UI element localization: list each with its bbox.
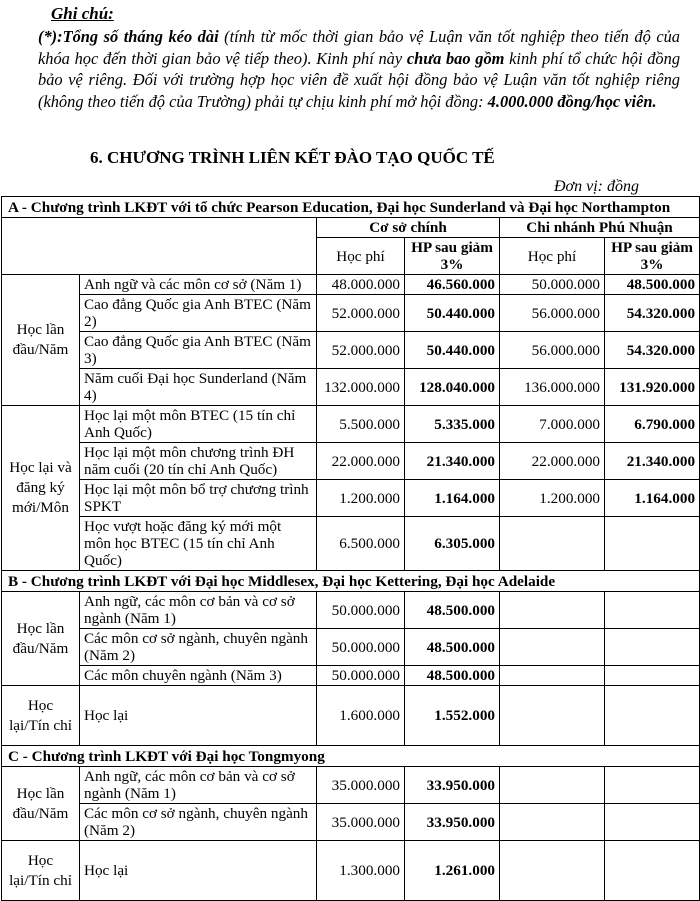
discount-value: 48.500.000 [405,666,500,686]
row-description: Học lại một môn BTEC (15 tín chỉ Anh Quốc) [80,406,317,443]
table-row [2,592,700,629]
section-c-title: C - Chương trình LKĐT với Đại học Tongmyong [2,746,700,767]
table-row [2,517,700,571]
group-label: Học lần đầu/Năm [2,275,80,406]
fee-value: 7.000.000 [500,406,605,443]
table-row [2,332,700,369]
fee-value: 50.000.000 [500,275,605,295]
header-row [2,218,700,238]
discount-value: 48.500.000 [405,629,500,666]
table-row [2,295,700,332]
fee-value [500,841,605,901]
discount-value: 21.340.000 [405,443,500,480]
header-discount: HP sau giảm 3% [605,238,700,275]
fee-value: 50.000.000 [317,666,405,686]
note-segment: (tính từ mốc thời gian bảo vệ Luận văn tốt nghiệp theo tiến độ của khóa học đến thời gian bảo vệ tiếp theo). Kinh phí này [38,27,680,68]
table-row [2,666,700,686]
row-description: Học lại [80,686,317,746]
row-description: Anh ngữ và các môn cơ sở (Năm 1) [80,275,317,295]
note-segment: chưa bao gồm [406,48,505,68]
discount-value: 48.500.000 [405,592,500,629]
row-description: Học vượt hoặc đăng ký mới một môn học BTEC (15 tín chỉ Anh Quốc) [80,517,317,571]
discount-value: 6.305.000 [405,517,500,571]
group-label: Học lại/Tín chỉ [2,841,80,901]
fee-value: 50.000.000 [317,592,405,629]
fee-value: 6.500.000 [317,517,405,571]
fee-value: 1.200.000 [317,480,405,517]
note-title: Ghi chú: [51,4,114,23]
header-empty-cell [2,218,317,275]
discount-value [605,841,700,901]
header-discount: HP sau giảm 3% [405,238,500,275]
discount-value: 1.552.000 [405,686,500,746]
header-fee: Học phí [317,238,405,275]
header-main-campus: Cơ sở chính [317,218,500,238]
section-a-title: A - Chương trình LKĐT với tổ chức Pearson Education, Đại học Sunderland và Đại học Northampton [2,197,700,218]
section-header-row [2,197,700,218]
fee-value: 1.300.000 [317,841,405,901]
table-row [2,629,700,666]
group-label: Học lại và đăng ký mới/Môn [2,406,80,571]
table-row [2,804,700,841]
discount-value: 131.920.000 [605,369,700,406]
discount-value: 5.335.000 [405,406,500,443]
table-row [2,686,700,746]
fee-value: 1.600.000 [317,686,405,746]
fee-value [500,804,605,841]
discount-value [605,767,700,804]
table-row [2,406,700,443]
discount-value [605,666,700,686]
row-description: Năm cuối Đại học Sunderland (Năm 4) [80,369,317,406]
fee-value: 56.000.000 [500,295,605,332]
row-description: Học lại một môn bổ trợ chương trình SPKT [80,480,317,517]
discount-value [605,686,700,746]
section-title: 6. CHƯƠNG TRÌNH LIÊN KẾT ĐÀO TẠO QUỐC TẾ [90,148,495,167]
group-label: Học lần đầu/Năm [2,767,80,841]
discount-value: 21.340.000 [605,443,700,480]
fee-value: 56.000.000 [500,332,605,369]
group-label: Học lần đầu/Năm [2,592,80,686]
discount-value: 48.500.000 [605,275,700,295]
discount-value: 54.320.000 [605,332,700,369]
row-description: Học lại một môn chương trình ĐH năm cuối (20 tín chỉ Anh Quốc) [80,443,317,480]
discount-value: 54.320.000 [605,295,700,332]
note-segment: kinh phí tổ chức hội đồng bảo vệ riêng. Đối với trường hợp học viên đề xuất hội đồng bảo vệ Luận văn tốt nghiệp riêng (không theo tiến độ của Trường) phải tự chịu kinh phí mở hội đồng: [38,48,681,111]
discount-value: 128.040.000 [405,369,500,406]
note-body [38,26,680,112]
discount-value [605,517,700,571]
fee-value: 35.000.000 [317,804,405,841]
fee-value: 22.000.000 [500,443,605,480]
fee-value: 52.000.000 [317,332,405,369]
note-segment: 4.000.000 đồng/học viên. [487,91,657,111]
fee-value: 132.000.000 [317,369,405,406]
fee-value: 5.500.000 [317,406,405,443]
row-description: Cao đẳng Quốc gia Anh BTEC (Năm 3) [80,332,317,369]
row-description: Các môn cơ sở ngành, chuyên ngành (Năm 2) [80,629,317,666]
fee-value: 22.000.000 [317,443,405,480]
section-header-row [2,571,700,592]
discount-value [605,629,700,666]
table-row [2,841,700,901]
fee-value [500,629,605,666]
row-description: Anh ngữ, các môn cơ bản và cơ sở ngành (Năm 1) [80,767,317,804]
discount-value: 33.950.000 [405,804,500,841]
tuition-table [1,196,700,901]
discount-value: 50.440.000 [405,295,500,332]
row-description: Anh ngữ, các môn cơ bản và cơ sở ngành (Năm 1) [80,592,317,629]
header-fee: Học phí [500,238,605,275]
discount-value: 33.950.000 [405,767,500,804]
row-description: Các môn chuyên ngành (Năm 3) [80,666,317,686]
fee-value: 1.200.000 [500,480,605,517]
row-description: Học lại [80,841,317,901]
discount-value [605,592,700,629]
fee-value: 52.000.000 [317,295,405,332]
table-row [2,275,700,295]
header-branch: Chi nhánh Phú Nhuận [500,218,700,238]
group-label: Học lại/Tín chỉ [2,686,80,746]
discount-value: 46.560.000 [405,275,500,295]
note-segment: (*):Tổng số tháng kéo dài [38,27,219,46]
discount-value: 6.790.000 [605,406,700,443]
table-row [2,767,700,804]
fee-value [500,592,605,629]
table-row [2,369,700,406]
fee-value [500,686,605,746]
discount-value: 50.440.000 [405,332,500,369]
unit-label: Đơn vị: đồng [554,178,639,195]
fee-value [500,767,605,804]
fee-value: 50.000.000 [317,629,405,666]
fee-value: 48.000.000 [317,275,405,295]
discount-value: 1.164.000 [405,480,500,517]
table-row [2,443,700,480]
discount-value: 1.164.000 [605,480,700,517]
table-row [2,480,700,517]
row-description: Cao đẳng Quốc gia Anh BTEC (Năm 2) [80,295,317,332]
section-b-title: B - Chương trình LKĐT với Đại học Middlesex, Đại học Kettering, Đại học Adelaide [2,571,700,592]
section-header-row [2,746,700,767]
fee-value: 35.000.000 [317,767,405,804]
fee-value: 136.000.000 [500,369,605,406]
row-description: Các môn cơ sở ngành, chuyên ngành (Năm 2) [80,804,317,841]
discount-value [605,804,700,841]
discount-value: 1.261.000 [405,841,500,901]
fee-value [500,517,605,571]
fee-value [500,666,605,686]
